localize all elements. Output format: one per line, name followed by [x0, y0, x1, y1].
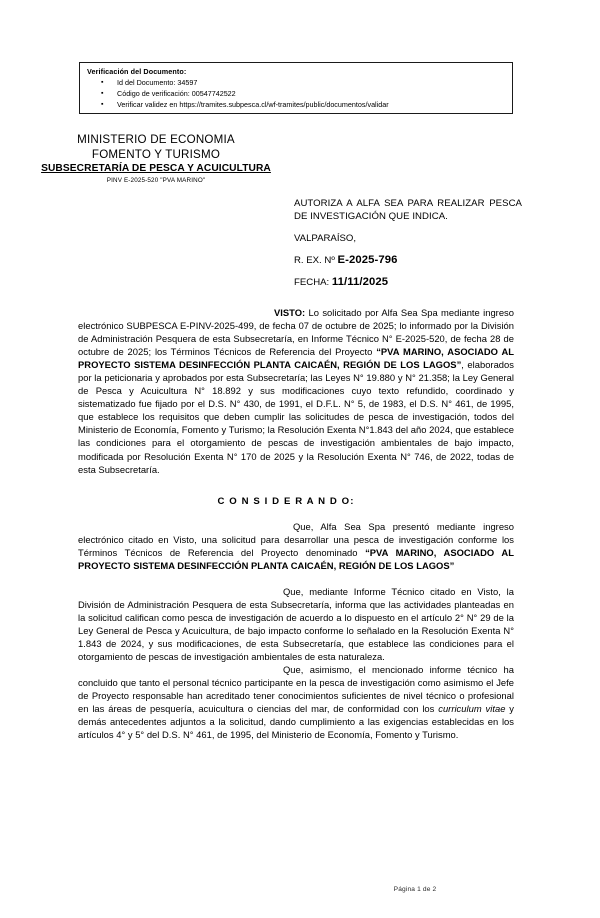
ministry-line-2: FOMENTO Y TURISMO: [91, 147, 221, 161]
paragraph-visto: [78, 306, 514, 476]
ministry-header: [30, 133, 282, 186]
resolution-number-line: [294, 254, 522, 267]
resolution-date-line: [294, 276, 522, 289]
verification-item-id: ▪ Id del Documento: 34597: [87, 77, 506, 88]
resolution-number-value: E-2025-796: [337, 254, 398, 267]
resolution-header: [294, 197, 522, 289]
resolution-date-label: FECHA:: [294, 277, 330, 289]
verification-item-code: ▪ Código de verificación: 00547742522: [87, 88, 506, 99]
resolution-place: VALPARAÍSO,: [294, 233, 357, 245]
visto-text-b: , elaborados por la peticionaria y aprobados por esta Subsecretaría; las Leyes N° 19.880 y N° 21.358; la Ley General de Pesca y Acuicultura N° 18.892 y sus modificaciones cuyo texto refundido, coordinado y sistematizado fue fijado por el D.S. N° 430, de 1991, el D.F.L. N° 5, de 1983, el D.S. N° 461, de 1995, que establece los requisitos que deben cumplir las solicitudes de pesca de investigación, todos del Ministerio de Economía, Fomento y Turismo; la Resolución Exenta N°1.843 del año 2024, que establece las condiciones para el otorgamiento de pescas de investigación ambientales de bajo impacto, modificada por Resolución Exenta N° 170 de 2025 y la Resolución Exenta N° 746, de 2022, todas de esta Subsecretaría.: [78, 359, 514, 475]
verification-list: [87, 77, 506, 110]
page-number: Página 1 de 2: [393, 886, 437, 893]
c3-text-b: y demás antecedentes adjuntos a la solicitud, dando cumplimiento a las exigencias establecidas en los artículos 4° y 5° del D.S. N° 461, de 1995, del Ministerio de Economía, Fomento y Turismo.: [78, 703, 515, 741]
verification-title: Verificación del Documento:: [87, 67, 187, 76]
c3-italic-term: curriculum vitae: [438, 703, 506, 715]
paragraph-considerando-2: [78, 585, 514, 663]
considerando-heading: C O N S I D E R A N D O:: [217, 495, 355, 507]
ministry-line-1: MINISTERIO DE ECONOMIA: [77, 133, 235, 146]
visto-project-name: “PVA MARINO, ASOCIADO AL PROYECTO SISTEMA DESINFECCIÓN PLANTA CAICAÉN, REGIÓN DE LOS LAGOS”: [78, 346, 514, 371]
resolution-date-value: 11/11/2025: [331, 276, 389, 289]
c3-text-a: Que, asimismo, el mencionado informe técnico ha concluido que tanto el personal técnico participante en la pesca de investigación como asimismo el Jefe de Proyecto responsable han acreditado tener conocimientos suficientes de nivel técnico o profesional en las áreas de pesquería, acuicultura o ciencias del mar, de conformidad con los: [78, 664, 514, 715]
resolution-number-label: R. EX. Nº: [294, 255, 335, 267]
document-verification-box: [79, 62, 513, 114]
c2-text: Que, mediante Informe Técnico citado en Visto, la División de Administración Pesquera de esta Subsecretaría, informa que las actividades planteadas en la solicitud califican como pesca de investigación de acuerdo a lo dispuesto en el artículo 2° N° 29 de la Ley General de Pesca y Acuicultura, de bajo impacto conforme lo señalado en la Resolución Exenta N° 1.843 de 2024, y sus modificaciones, de esta Subsecretaría, que establece las condiciones para el otorgamiento de pescas de investigación ambientales de esta naturaleza.: [78, 585, 514, 663]
paragraph-considerando-1: [78, 520, 514, 572]
subsecretaria-title: SUBSECRETARÍA DE PESCA Y ACUICULTURA: [41, 163, 271, 174]
document-body: [78, 306, 514, 741]
visto-text-a: Lo solicitado por Alfa Sea Spa mediante ingreso electrónico SUBPESCA E-PINV-2025-499, de fecha 07 de octubre de 2025; lo informado por la División de Administración Pesquera de esta Subsecretaría, en Informe Técnico N° E-2025-520, de fecha 28 de octubre de 2025; los Términos Técnicos de Referencia del Proyecto: [78, 307, 514, 358]
paragraph-considerando-3: [78, 663, 514, 741]
resolution-subject: AUTORIZA A ALFA SEA PARA REALIZAR PESCA DE INVESTIGACIÓN QUE INDICA.: [294, 198, 522, 223]
visto-label: VISTO:: [274, 307, 306, 318]
project-code: PINV E-2025-520 "PVA MARINO": [106, 177, 206, 184]
c1-text-a: Que, Alfa Sea Spa presentó mediante ingreso electrónico citado en Visto, una solicitud para desarrollar una pesca de investigación conforme los Términos Técnicos de Referencia del Proyecto denominado: [78, 520, 514, 558]
verification-item-url: ▪ Verificar validez en https://tramites.subpesca.cl/wf-tramites/public/documentos/validar: [87, 99, 506, 110]
c1-project-name: “PVA MARINO, ASOCIADO AL PROYECTO SISTEMA DESINFECCIÓN PLANTA CAICAÉN, REGIÓN DE LOS LAGOS”: [78, 546, 514, 571]
page-footer: [0, 878, 600, 896]
